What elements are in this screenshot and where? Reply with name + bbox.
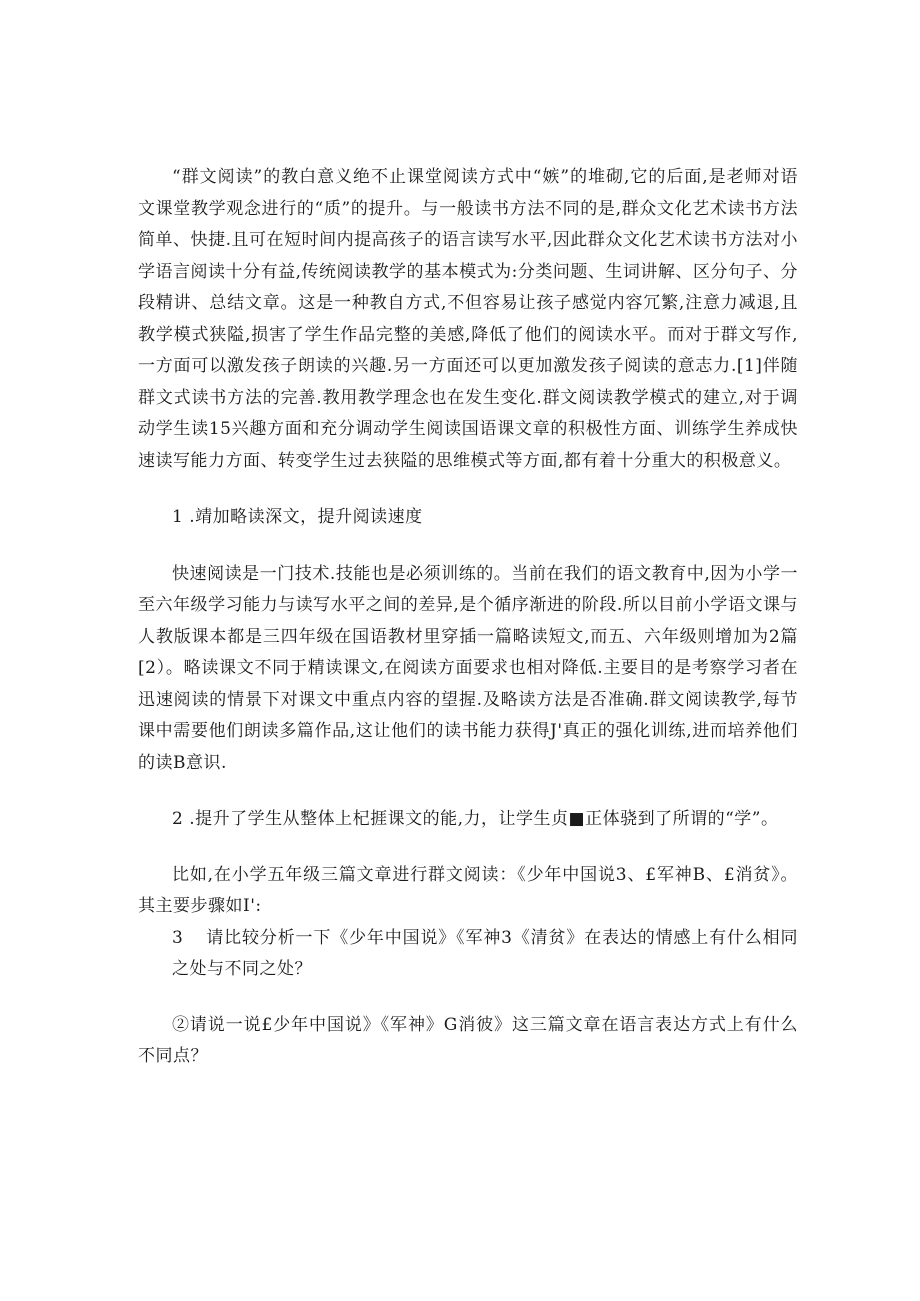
- section-paragraph-1: 快速阅读是一门技术.技能也是必须训练的。当前在我们的语文教育中,因为小学一至六年级学习能力与读写水平之间的差异,是个循序渐进的阶段.所以目前小学语文课与人教版课本都是三四年级在国语教材里穿插一篇略读短文,而五、六年级则增加为2篇[2）。略读课文不同于精读课文,在阅读方面要求也相对降低.主要目的是考察学习者在迅速阅读的情景下对课文中重点内容的望握.及略读方法是否准确.群文阅读教学,每节课中需要他们朗读多篇作品,这让他们的读书能力获得J'真正的强化训练,进而培养他们的读B意识.: [138, 563, 798, 773]
- section-heading-2: 2 .提升了学生从整体上杞捱课文的能,力，让学生贞■正体骁到了所谓的“学”。: [172, 809, 779, 829]
- intro-paragraph: “群文阅读”的教白意义绝不止课堂阅读方式中“嫉”的堆砌,它的后面,是老师对语文课堂教学观念进行的“质”的提升。与一般读书方法不同的是,群众文化艺术读书方法简单、快捷.且可在短时间内提高孩子的语言读写水平,因此群众文化艺术读书方法对小学语言阅读十分有益,传统阅读教学的基本模式为:分类问题、生词讲解、区分句子、分段精讲、总结文章。这是一种教自方式,不但容易让孩子感觉内容冗繁,注意力减退,且教学模式狭隘,损害了学生作品完整的美感,降低了他们的阅读水平。而对于群文写作,一方面可以激发孩子朗读的兴趣.另一方面还可以更加激发孩子阅读的意志力.[1]伴随群文式读书方法的完善.教用教学理念也在发生变化.群文阅读教学模式的建立,对于调动学生读15兴趣方面和充分调动学生阅读国语课文章的积极性方面、训练学生养成快速读写能力方面、转变学生过去狭隘的思维模式等方面,都有着十分重大的积极意义。: [138, 167, 798, 471]
- section-paragraph-2: 比如,在小学五年级三篇文章进行群文阅读：《少年中国说3、£军神B、£消贫》。其主要步骤如I':: [138, 864, 798, 916]
- step-number-1: 3: [172, 927, 184, 948]
- step-item-1: [138, 923, 798, 986]
- step-item-2: ②请说一说£少年中国说》《军神》G消彼》这三篇文章在语言表达方式上有什么不同点？: [138, 1014, 798, 1066]
- document-body: [138, 162, 798, 1073]
- section-heading-1: 1 .靖加略读深文，提升阅读速度: [172, 507, 423, 527]
- step-text-1: 请比较分析一下《少年中国说》《军神3《清贫》在表达的情感上有什么相同之处与不同之处？: [172, 927, 798, 979]
